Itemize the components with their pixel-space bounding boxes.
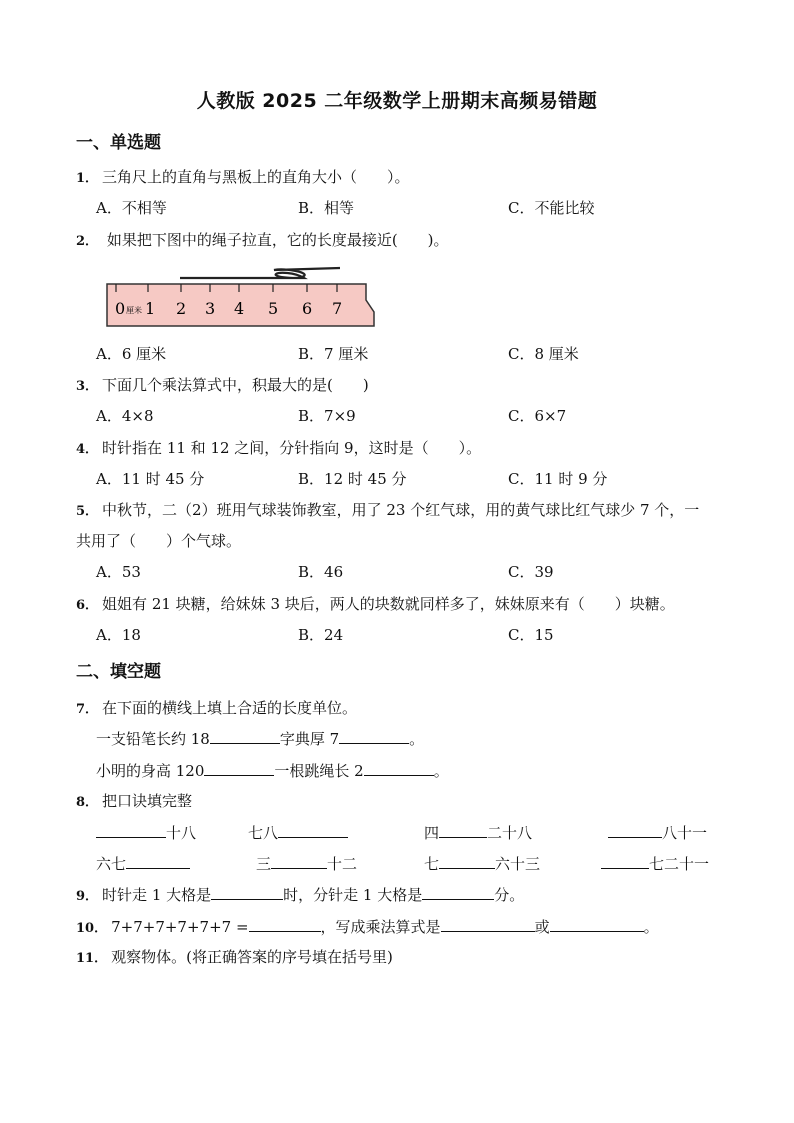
ruler-label-5: 5 [268,299,279,318]
page-title: 人教版 2025 二年级数学上册期末高频易错题 [196,90,598,112]
q1-option-b[interactable]: B．相等 [298,199,355,217]
question-text: 。 [643,918,659,936]
question-text: 时，分针走 1 大格是 [283,886,423,904]
question-text: 下面几个乘法算式中，积最大的是( ) [102,376,369,394]
ruler-unit-label: 厘米 [126,306,142,315]
q5-option-a[interactable]: A．53 [96,563,141,581]
ruler-label-3: 3 [205,299,216,318]
question-number: 4． [76,442,99,457]
question-text: 观察物体。(将正确答案的序号填在括号里) [111,948,393,966]
question-text: 把口诀填完整 [102,792,193,810]
answer-blank[interactable] [339,729,409,744]
answer-blank[interactable] [550,917,644,932]
rhyme-text: 七二十一 [649,855,710,873]
question-text: 中秋节，二（2）班用气球装饰教室，用了 23 个红气球，用的黄气球比红气球少 7 个，一 [102,501,700,519]
question-3 [76,374,369,395]
question-number: 11． [76,951,108,966]
rhyme-text: 七 [424,855,440,873]
answer-blank[interactable] [210,729,280,744]
q5-option-c[interactable]: C．39 [508,563,554,581]
answer-blank[interactable] [271,854,327,869]
question-6 [76,593,675,614]
question-number: 6． [76,598,99,613]
q3-option-a[interactable]: A．4×8 [96,407,154,425]
question-11 [76,946,393,967]
answer-blank[interactable] [364,761,434,776]
question-text: 在下面的横线上填上合适的长度单位。 [102,699,358,717]
q1-option-a[interactable]: A．不相等 [96,199,167,217]
q6-option-b[interactable]: B．24 [298,626,344,644]
q6-option-a[interactable]: A．18 [96,626,141,644]
punctuation: 。 [433,762,449,780]
answer-blank[interactable] [211,885,283,900]
question-number: 9． [76,889,99,904]
answer-blank[interactable] [278,823,348,838]
rhyme-text: 十八 [166,824,197,842]
question-8 [76,790,192,811]
rhyme-item [608,822,707,843]
question-text: 三角尺上的直角与黑板上的直角大小（ ）。 [102,168,410,186]
q4-option-a[interactable]: A．11 时 45 分 [96,470,205,488]
q2-option-c[interactable]: C．8 厘米 [508,345,579,363]
answer-blank[interactable] [422,885,494,900]
answer-blank[interactable] [204,761,274,776]
answer-blank[interactable] [126,854,190,869]
rhyme-item [424,853,540,874]
question-4 [76,437,481,458]
rhyme-text: 八十一 [662,824,708,842]
question-text: 或 [534,918,550,936]
punctuation: 。 [409,730,425,748]
ruler-svg [104,262,384,332]
ruler-label-7: 7 [332,299,343,318]
q3-option-c[interactable]: C．6×7 [508,407,567,425]
jump-rope-text: 一根跳绳长 2 [274,762,364,780]
ruler-figure [104,262,384,332]
rhyme-item [256,853,357,874]
question-text: 分。 [494,886,525,904]
question-text: 如果把下图中的绳子拉直，它的长度最接近( )。 [102,231,449,249]
q6-option-c[interactable]: C．15 [508,626,554,644]
ruler-label-4: 4 [234,299,245,318]
question-text: 时针走 1 大格是 [102,886,212,904]
answer-blank[interactable] [601,854,649,869]
q2-option-a[interactable]: A．6 厘米 [96,345,167,363]
question-text: 时针指在 11 和 12 之间，分针指向 9，这时是（ ）。 [102,439,482,457]
question-7 [76,697,357,718]
q2-option-b[interactable]: B．7 厘米 [298,345,369,363]
answer-blank[interactable] [249,917,321,932]
rhyme-text: 四 [424,824,440,842]
rhyme-item [248,822,348,843]
question-number: 5． [76,504,99,519]
ruler-label-0: 0 [115,299,126,318]
rhyme-text: 三 [256,855,272,873]
q5-option-b[interactable]: B．46 [298,563,344,581]
question-2 [76,229,449,250]
rhyme-item [96,853,190,874]
q4-option-c[interactable]: C．11 时 9 分 [508,470,608,488]
question-number: 2． [76,234,99,249]
q7-line-1 [96,728,424,749]
rhyme-text: 六十三 [495,855,541,873]
question-text: 姐姐有 21 块糖，给妹妹 3 块后，两人的块数就同样多了，妹妹原来有（ ）块糖。 [102,595,675,613]
ruler-label-1: 1 [145,299,156,318]
question-text: ，写成乘法算式是 [320,918,441,936]
rhyme-text: 六七 [96,855,127,873]
rope [180,268,340,278]
q1-option-c[interactable]: C．不能比较 [508,199,595,217]
question-5-continuation: 共用了（ ）个气球。 [76,532,242,550]
section-heading-single-choice: 一、单选题 [76,133,161,153]
question-number: 10． [76,921,108,936]
answer-blank[interactable] [439,823,487,838]
ruler-label-2: 2 [176,299,187,318]
rhyme-item [601,853,709,874]
height-text: 小明的身高 120 [96,762,205,780]
question-number: 3． [76,379,99,394]
question-text: 7+7+7+7+7+7 = [111,918,249,936]
pencil-length-text: 一支铅笔长约 18 [96,730,210,748]
question-number: 1． [76,171,99,186]
question-5 [76,499,699,520]
rhyme-item [424,822,532,843]
answer-blank[interactable] [441,917,535,932]
question-9 [76,884,524,905]
rhyme-text: 二十八 [487,824,533,842]
question-number: 7． [76,702,99,717]
answer-blank[interactable] [96,823,166,838]
question-number: 8． [76,795,99,810]
section-heading-fill-blank: 二、填空题 [76,662,161,682]
ruler-label-6: 6 [302,299,313,318]
rhyme-item [96,822,196,843]
rhyme-text: 十二 [327,855,358,873]
question-10 [76,916,659,937]
q4-option-b[interactable]: B．12 时 45 分 [298,470,407,488]
answer-blank[interactable] [608,823,662,838]
q3-option-b[interactable]: B．7×9 [298,407,356,425]
dictionary-thickness-text: 字典厚 7 [279,730,340,748]
question-1 [76,166,410,187]
answer-blank[interactable] [439,854,495,869]
rhyme-text: 七八 [248,824,279,842]
q7-line-2 [96,760,449,781]
